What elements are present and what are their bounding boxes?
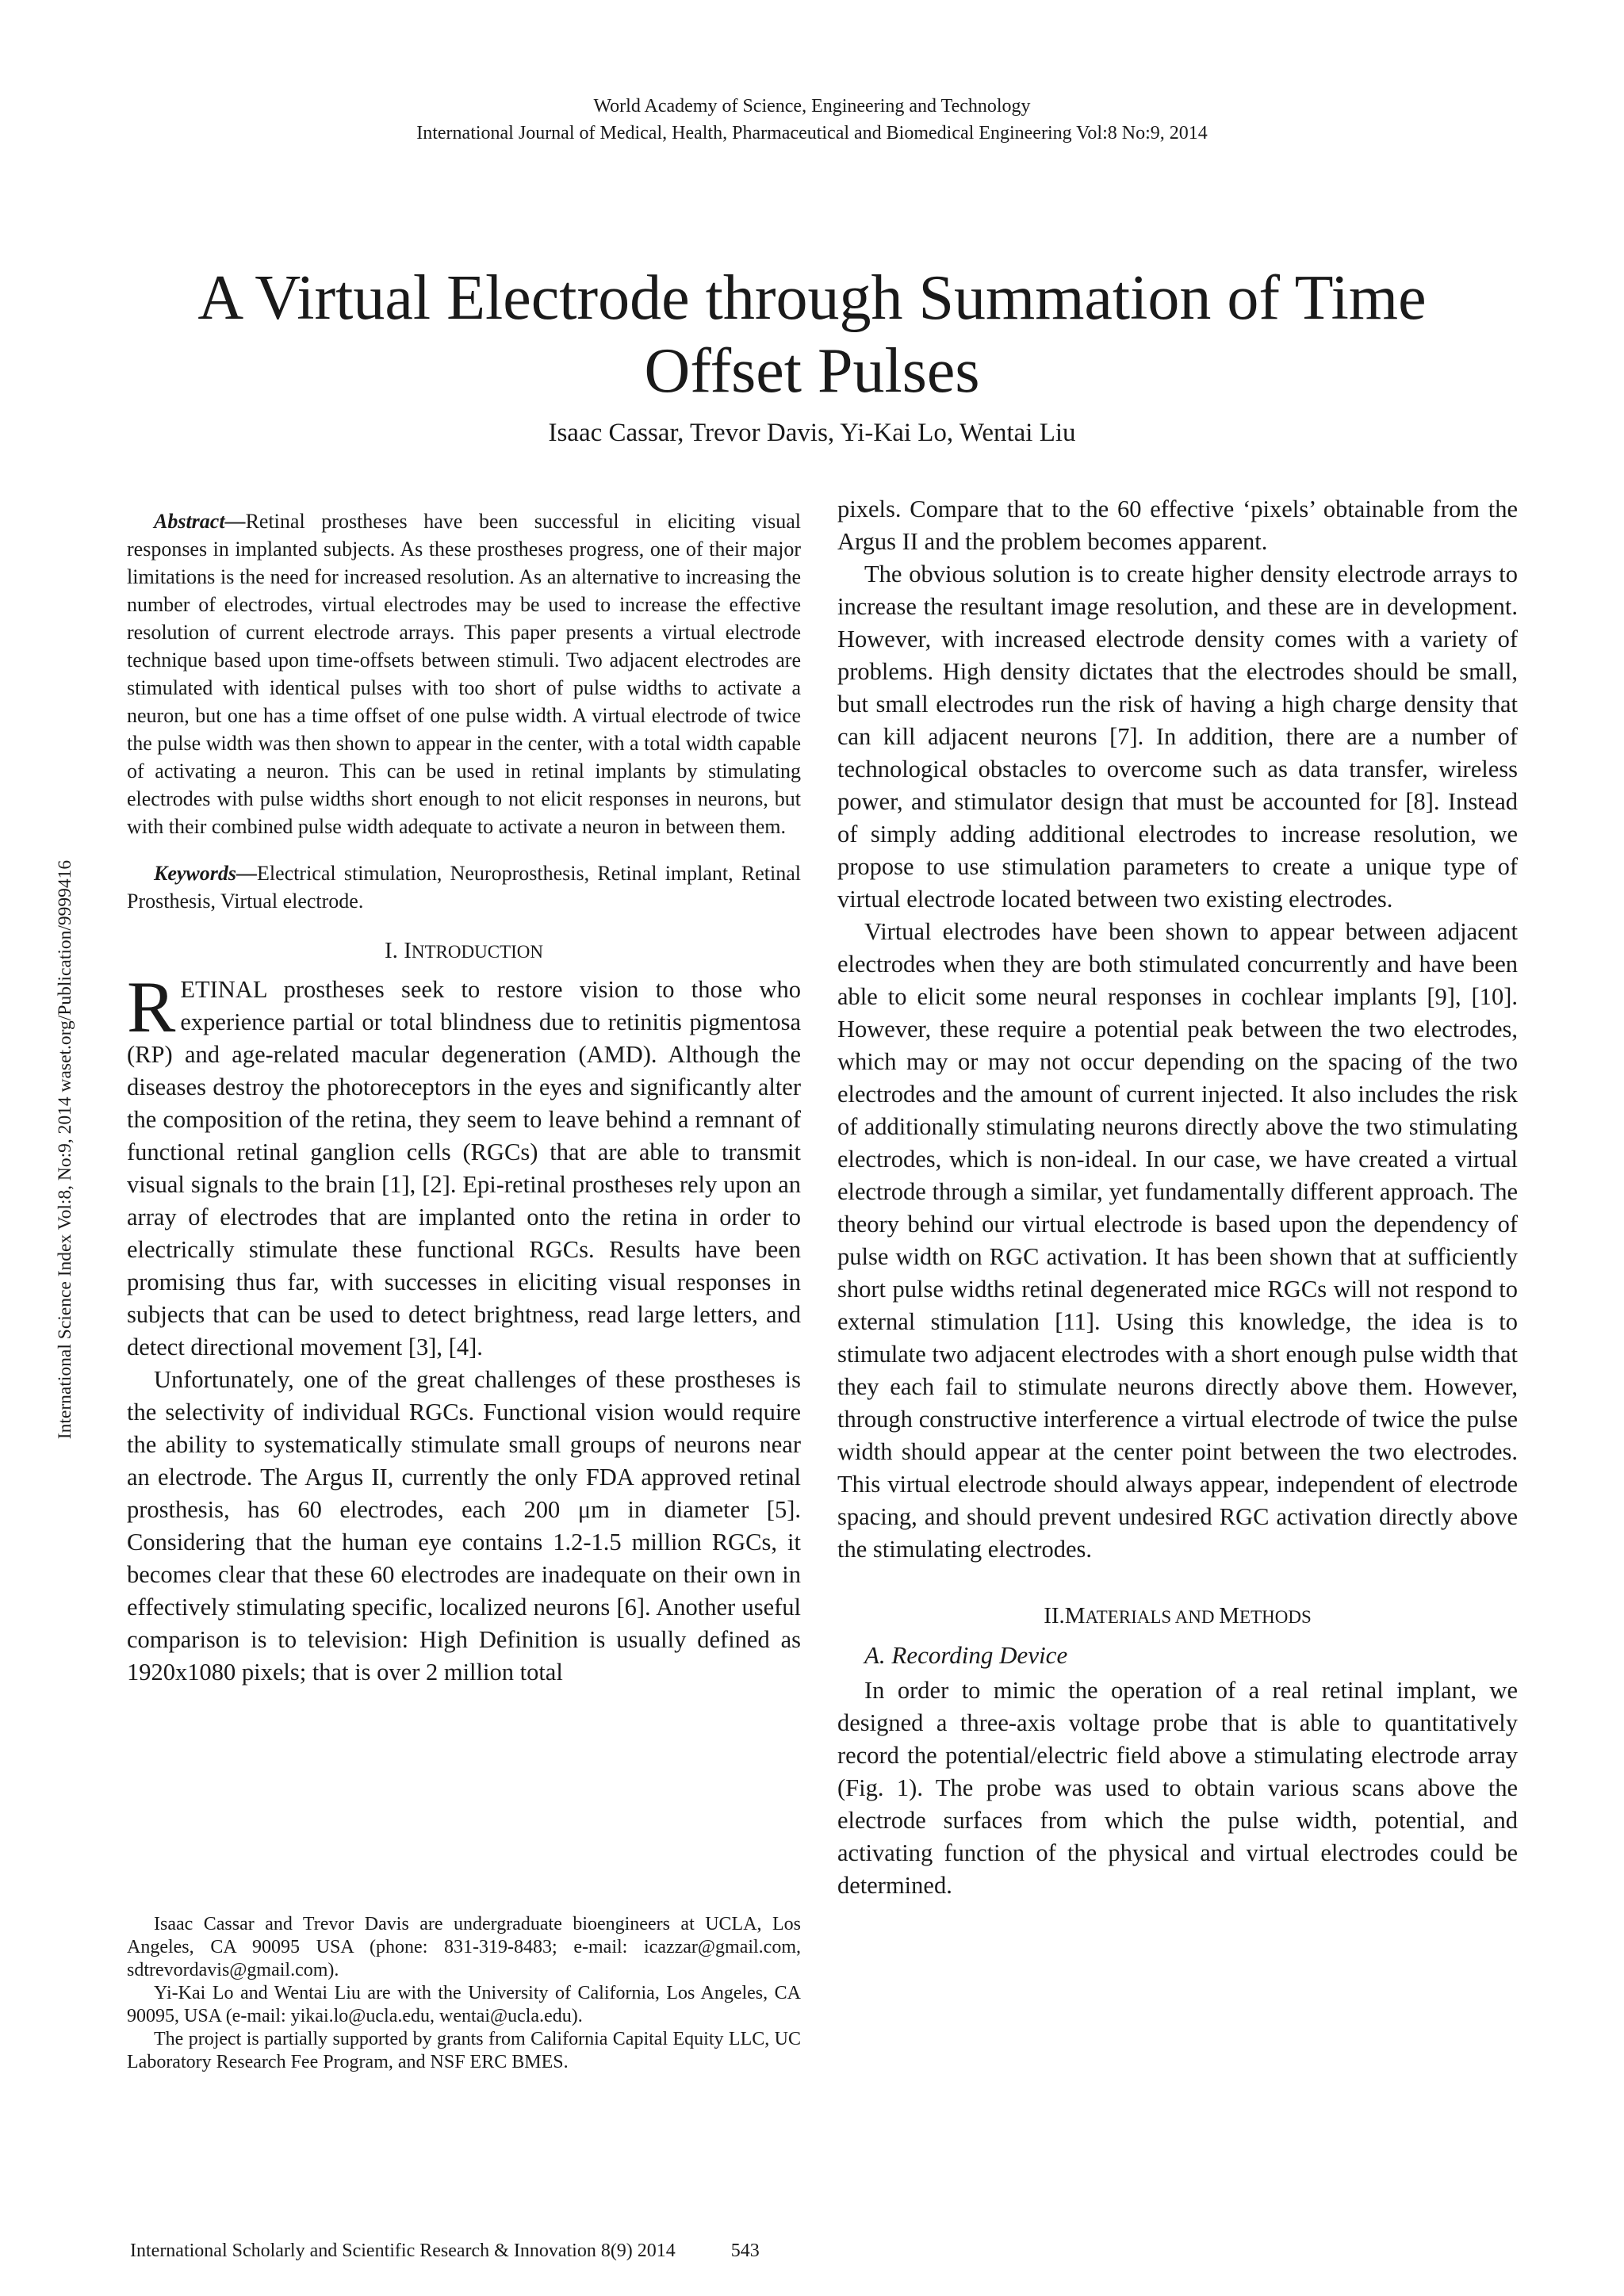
drop-cap: R: [127, 966, 176, 1047]
section-number: I.: [385, 938, 398, 963]
page-number: 543: [730, 2241, 760, 2261]
keywords-dash: —: [236, 862, 257, 885]
section-number: II.: [1044, 1603, 1065, 1628]
intro-paragraph-3: The obvious solution is to create higher density electrode arrays to increase the resultant image resolution, and these are in development. However, with increased electrode density comes with a variety of problems. High density dictates that the electrodes should be small, but small electrodes run the risk of having a high charge density that can kill adjacent neurons [7]. In addition, there are a number of technological obstacles to overcome such as data transfer, wireless power, and stimulator design that must be accounted for [8]. Instead of simply adding additional electrodes to increase resolution, we propose to use stimulation parameters to create a unique type of virtual electrode located between two existing electrodes.: [837, 561, 1518, 913]
section-title-first: I: [404, 938, 412, 963]
intro-paragraph-4: Virtual electrodes have been shown to appear between adjacent electrodes when they are both stimulated concurrently and have been able to elicit some neural responses in cochlear implants [9], [10]. However, these require a potential peak between the two electrodes, which may or may not occur depending on the spacing of the two electrodes and the amount of current injected. It also includes the risk of additionally stimulating neurons directly above the two stimulating electrodes, which is non-ideal. In our case, we have created a virtual electrode through a similar, yet fundamentally different approach. The theory behind our virtual electrode is based upon the dependency of pulse width on RGC activation. It has been shown that at sufficiently short pulse widths retinal degenerated mice RGCs will not respond to external stimulation [11]. Using this knowledge, the idea is to stimulate two adjacent electrodes with a short enough pulse width that they each fail to stimulate neurons directly above them. However, through constructive interference a virtual electrode of twice the pulse width should appear at the center point between the two electrodes. This virtual electrode should always appear, independent of electrode spacing, and should prevent undesired RGC activation directly above the stimulating electrodes.: [837, 918, 1518, 1563]
section-title-rest: ATERIALS AND: [1085, 1607, 1220, 1627]
running-header-journal: International Journal of Medical, Health, Pharmaceutical and Biomedical Engineering Vol:8 No:9, 2014: [416, 123, 1208, 144]
right-column: [837, 493, 1518, 1902]
intro-paragraph-2: Unfortunately, one of the great challenges of these prostheses is the selectivity of individual RGCs. Functional vision would require the ability to systematically stimulate small groups of neurons near an electrode. The Argus II, currently the only FDA approved retinal prosthesis, has 60 electrodes, each 200 μm in diameter [5]. Considering that the human eye contains 1.2-1.5 million RGCs, it becomes clear that these 60 electrodes are inadequate on their own in effectively stimulating specific, localized neurons [6]. Another useful comparison is to television: High Definition is usually defined as 1920x1080 pixels; that is over 2 million total: [127, 1366, 801, 1686]
section-title-first-2: M: [1219, 1603, 1240, 1628]
section-title-rest: NTRODUCTION: [411, 942, 543, 962]
footer-citation: International Scholarly and Scientific Research & Innovation 8(9) 2014: [130, 2241, 676, 2261]
footnotes: [127, 1913, 801, 2074]
keywords-text: Electrical stimulation, Neuroprosthesis, Retinal implant, Retinal Prosthesis, Virtual electrode.: [127, 862, 801, 913]
methods-paragraph-1: In order to mimic the operation of a real retinal implant, we designed a three-axis voltage probe that is able to quantitatively record the potential/electric field above a stimulating electrode array (Fig. 1). The probe was used to obtain various scans above the electrode surfaces from which the pulse width, potential, and activating function of the physical and virtual electrodes could be determined.: [837, 1677, 1518, 1899]
section-heading-methods: [837, 1601, 1518, 1632]
running-header-publisher: World Academy of Science, Engineering and Technology: [593, 96, 1031, 117]
left-column: [127, 507, 801, 1689]
footnote: Yi-Kai Lo and Wentai Liu are with the University of California, Los Angeles, CA 90095, USA (e-mail: yikai.lo@ucla.edu, wentai@ucla.edu).: [127, 1983, 801, 2026]
paper-title: A Virtual Electrode through Summation of Time Offset Pulses: [197, 263, 1427, 406]
keywords: [127, 859, 801, 915]
sidebar-citation: International Science Index Vol:8, No:9, 2014 waset.org/Publication/9999416: [55, 859, 75, 1440]
abstract: [127, 507, 801, 840]
section-title-rest-2: ETHODS: [1239, 1607, 1312, 1627]
section-heading-introduction: [127, 936, 801, 967]
abstract-dash: —: [224, 510, 246, 533]
intro-paragraph-1: [127, 966, 801, 1364]
intro-paragraph-1-text: ETINAL prostheses seek to restore vision to those who experience partial or total blindness due to retinitis pigmentosa (RP) and age-related macular degeneration (AMD). Although the diseases destroy the photoreceptors in the eyes and significantly alter the composition of the retina, they seem to leave behind a remnant of functional retinal ganglion cells (RGCs) that are able to transmit visual signals to the brain [1], [2]. Epi-retinal prostheses rely upon an array of electrodes that are implanted onto the retina in order to electrically stimulate these functional RGCs. Results have been promising thus far, with successes in eliciting visual responses in subjects that can be used to detect brightness, read large letters, and detect directional movement [3], [4].: [127, 976, 801, 1360]
footnote: The project is partially supported by grants from California Capital Equity LLC, UC Laboratory Research Fee Program, and NSF ERC BMES.: [127, 2029, 801, 2072]
abstract-text: Retinal prostheses have been successful in eliciting visual responses in implanted subjects. As these prostheses progress, one of their major limitations is the need for increased resolution. As an alternative to increasing the number of electrodes, virtual electrodes may be used to increase the effective resolution of current electrode arrays. This paper presents a virtual electrode technique based upon time-offsets between stimuli. Two adjacent electrodes are stimulated with identical pulses with too short of pulse widths to activate a neuron, but one has a time offset of one pulse width. A virtual electrode of twice the pulse width was then shown to appear in the center, with a total width capable of activating a neuron. This can be used in retinal implants by stimulating electrodes with pulse widths short enough to not elicit responses in neurons, but with their combined pulse width adequate to activate a neuron in between them.: [127, 510, 801, 838]
keywords-heading: Keywords: [154, 862, 236, 885]
page-footer: [130, 2239, 760, 2263]
intro-paragraph-2-continued: pixels. Compare that to the 60 effective ‘pixels’ obtainable from the Argus II and the problem becomes apparent.: [837, 496, 1518, 555]
abstract-heading: Abstract: [154, 510, 225, 533]
subsection-heading-recording-device: A. Recording Device: [864, 1641, 1068, 1669]
section-title-first: M: [1064, 1603, 1086, 1628]
author-list: Isaac Cassar, Trevor Davis, Yi-Kai Lo, Wentai Liu: [548, 419, 1076, 447]
footnote: Isaac Cassar and Trevor Davis are undergraduate bioengineers at UCLA, Los Angeles, CA 90095 USA (phone: 831-319-8483; e-mail: icazzar@gmail.com, sdtrevordavis@gmail.com).: [127, 1914, 801, 1980]
